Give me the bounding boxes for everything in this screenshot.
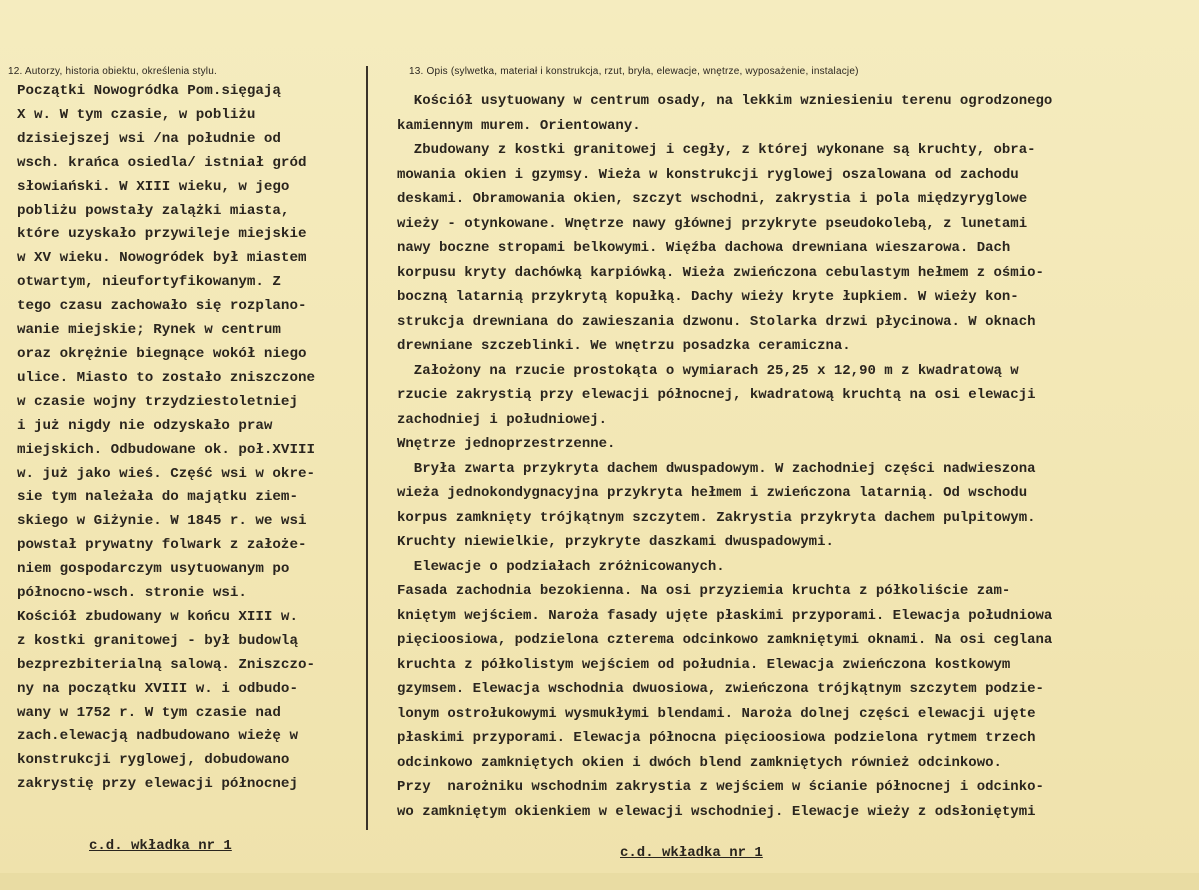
text-line: z kostki granitowej - był budowlą [17,632,298,649]
text-line: boczną latarnią przykrytą kopułką. Dachy wieży kryte łupkiem. W wieży kon- [397,289,1019,305]
text-line: konstrukcji ryglowej, dobudowano [17,752,290,769]
text-line: X w. W tym czasie, w pobliżu [17,106,256,123]
text-line: Zbudowany z kostki granitowej i cegły, z której wykonane są kruchty, obra- [397,142,1036,158]
text-line: wieży - otynkowane. Wnętrze nawy głównej przykryte pseudokolebą, z lunetami [397,215,1028,232]
text-line: strukcja drewniana do zawieszania dzwonu. Stolarka drzwi płycinowa. W oknach [397,313,1036,330]
text-line: kniętym wejściem. Naroża fasady ujęte płaskimi przyporami. Elewacja południowa [397,607,1053,624]
text-line: zakrystię przy elewacji północnej [17,776,298,793]
text-line: północno-wsch. stronie wsi. [17,585,247,602]
text-line: otwartym, nieufortyfikowanym. Z [17,274,281,291]
text-line: Elewacje o podziałach zróżnicowanych. [397,558,725,575]
text-line: wsch. krańca osiedla/ istniał gród [17,154,307,171]
text-line: wo zamkniętym okienkiem w elewacji wschodniej. Elewacje wieży z odsłoniętymi [397,803,1036,820]
text-line: niem gospodarczym usytuowanym po [17,561,290,578]
column-divider [366,66,368,830]
text-line: wieża jednokondygnacyjna przykryta hełmem i zwieńczona latarnią. Od wschodu [397,485,1028,501]
text-line: dzisiejszej wsi /na południe od [17,130,281,147]
text-line: zachodniej i południowej. [397,411,608,428]
text-line: ulice. Miasto to zostało zniszczone [17,369,315,386]
text-line: Wnętrze jednoprzestrzenne. [397,436,616,452]
history-text-column [17,80,315,797]
text-line: rzucie zakrystią przy elewacji północnej, kwadratową kruchtą na osi elewacji [397,387,1036,403]
text-line: Bryła zwarta przykryta dachem dwuspadowym. W zachodniej części nadwieszona [397,460,1036,477]
text-line: skiego w Giżynie. W 1845 r. we wsi [17,513,307,530]
text-line: kruchta z półkolistym wejściem od południa. Elewacja zwieńczona kostkowym [397,656,1011,673]
left-continuation-note: c.d. wkładka nr 1 [89,838,232,854]
text-line: odcinkowo zamkniętych okien i dwóch blend zamkniętych również odcinkowo. [397,754,1002,771]
text-line: w. już jako wieś. Część wsi w okre- [17,465,315,482]
text-line: pobliżu powstały zalążki miasta, [17,202,290,219]
text-line: Kościół usytuowany w centrum osady, na lekkim wzniesieniu terenu ogrodzonego [397,93,1053,109]
text-line: które uzyskało przywileje miejskie [17,226,307,243]
text-line: nawy boczne stropami belkowymi. Więźba dachowa drewniana wieszarowa. Dach [397,240,1011,256]
text-line: pięcioosiowa, podzielona czterema odcinkowo zamkniętymi oknami. Na osi ceglana [397,632,1053,648]
text-line: lonym ostrołukowymi wysmukłymi blendami. Naroża dolnej części elewacji ujęte [397,705,1036,722]
text-line: wanie miejskie; Rynek w centrum [17,322,281,339]
text-line: i już nigdy nie odzyskało praw [17,417,273,434]
right-continuation-note: c.d. wkładka nr 1 [620,845,763,861]
text-line: zach.elewacją nadbudowano wieżę w [17,728,298,745]
text-line: drewniane szczeblinki. We wnętrzu posadzka ceramiczna. [397,338,851,354]
text-line: gzymsem. Elewacja wschodnia dwuosiowa, zwieńczona trójkątnym szczytem podzie- [397,681,1044,697]
right-section-label: 13. Opis (sylwetka, materiał i konstrukcja, rzut, bryła, elewacje, wnętrze, wyposażenie, instalacje) [409,66,859,77]
description-text-column [397,89,1052,824]
text-line: w czasie wojny trzydziestoletniej [17,393,298,410]
text-line: słowiański. W XIII wieku, w jego [17,178,290,195]
text-line: mowania okien i gzymsy. Wieża w konstrukcji ryglowej oszalowana od zachodu [397,166,1019,183]
text-line: Fasada zachodnia bezokienna. Na osi przyziemia kruchta z półkoliście zam- [397,583,1011,599]
text-line: Założony na rzucie prostokąta o wymiarach 25,25 x 12,90 m z kwadratową w [397,362,1019,379]
text-line: oraz okrężnie biegnące wokół niego [17,345,307,362]
text-line: Początki Nowogródka Pom.sięgają [17,83,281,99]
text-line: w XV wieku. Nowogródek był miastem [17,250,307,267]
text-line: korpus zamknięty trójkątnym szczytem. Zakrystia przykryta dachem pulpitowym. [397,509,1036,526]
left-section-label: 12. Autorzy, historia obiektu, określenia stylu. [8,66,217,77]
text-line: deskami. Obramowania okien, szczyt wschodni, zakrystia i pola międzyryglowe [397,191,1028,207]
text-line: Kościół zbudowany w końcu XIII w. [17,608,298,625]
text-line: kamiennym murem. Orientowany. [397,117,641,134]
page-bottom-edge [0,873,1199,890]
text-line: sie tym należała do majątku ziem- [17,489,298,506]
text-line: Kruchty niewielkie, przykryte daszkami dwuspadowymi. [397,534,834,550]
text-line: tego czasu zachowało się rozplano- [17,298,307,315]
text-line: wany w 1752 r. W tym czasie nad [17,704,281,721]
text-line: miejskich. Odbudowane ok. poł.XVIII [17,441,315,458]
text-line: ny na początku XVIII w. i odbudo- [17,680,298,697]
text-line: korpusu kryty dachówką karpiówką. Wieża zwieńczona cebulastym hełmem z ośmio- [397,264,1044,281]
text-line: Przy narożniku wschodnim zakrystia z wejściem w ścianie północnej i odcinko- [397,779,1044,795]
text-line: powstał prywatny folwark z założe- [17,537,307,554]
text-line: płaskimi przyporami. Elewacja północna pięcioosiowa podzielona rytmem trzech [397,730,1036,746]
text-line: bezprezbiterialną salową. Zniszczo- [17,656,315,673]
